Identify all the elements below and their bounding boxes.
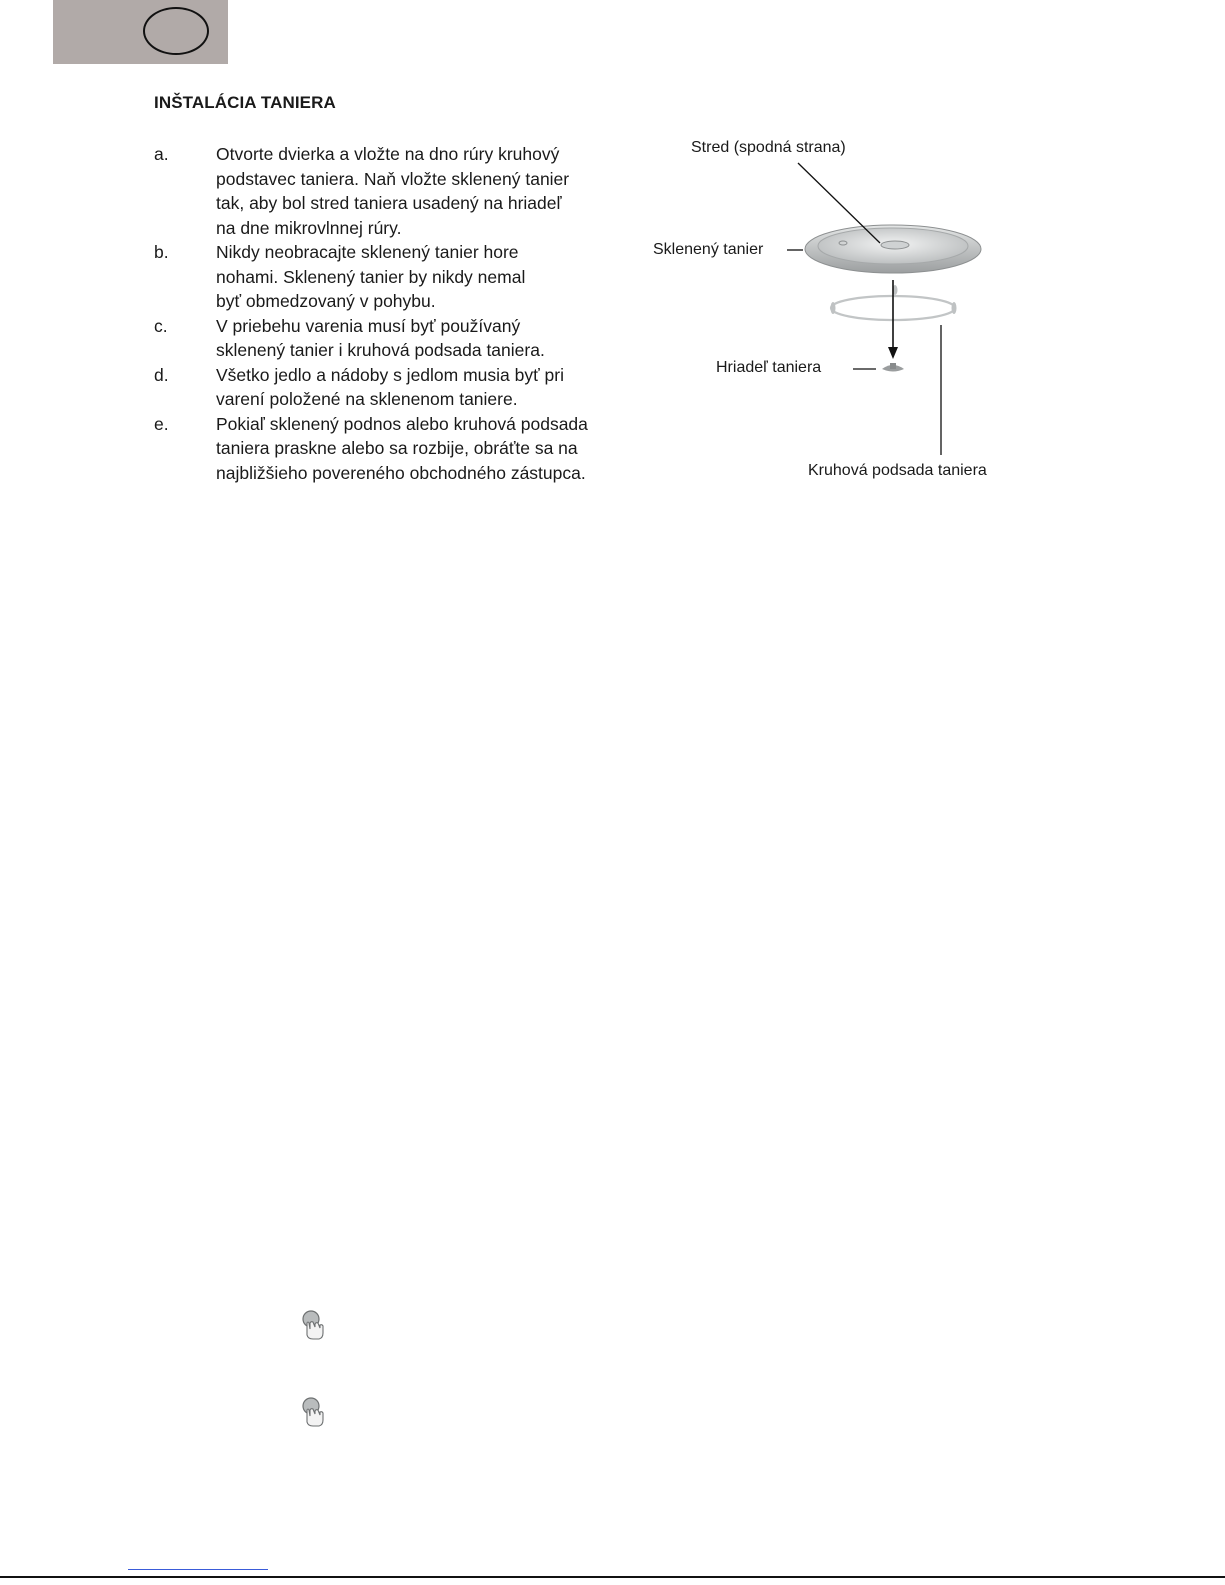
section-title: INŠTALÁCIA TANIERA <box>154 93 336 112</box>
step-c <box>154 314 664 363</box>
glass-plate <box>805 225 981 273</box>
turntable-shaft <box>882 363 904 372</box>
step-text: V priebehu varenia musí byť používaný sklenený tanier i kruhová podsada taniera. <box>216 315 545 360</box>
language-badge <box>53 0 228 64</box>
instruction-list <box>154 142 664 485</box>
step-text: Pokiaľ sklenený podnos alebo kruhová podsada taniera praskne alebo sa rozbije, obráťte sa na najbližšieho povereného obchodného zástupca. <box>216 413 588 483</box>
step-d <box>154 363 664 412</box>
hand-pointer-icon <box>299 1396 329 1428</box>
turntable-diagram <box>640 125 1060 505</box>
step-a <box>154 142 664 240</box>
footer-link-underline <box>128 1569 268 1570</box>
language-oval <box>143 7 209 55</box>
label-shaft: Hriadeľ taniera <box>716 359 822 376</box>
step-text: Všetko jedlo a nádoby s jedlom musia byť pri varení položené na sklenenom taniere. <box>216 364 564 409</box>
hand-pointer-icon <box>299 1309 329 1341</box>
step-b <box>154 240 664 314</box>
label-glass-plate: Sklenený tanier <box>653 241 764 258</box>
step-letter: b. <box>154 242 169 262</box>
footer-rule <box>0 1576 1225 1578</box>
label-center-bottom: Stred (spodná strana) <box>691 139 846 156</box>
step-letter: e. <box>154 413 169 434</box>
step-e <box>154 412 664 486</box>
step-text: Otvorte dvierka a vložte na dno rúry kruhový podstavec taniera. Naň vložte sklenený tanier tak, aby bol stred taniera usadený na hriadeľ na dne mikrovlnnej rúry. <box>216 144 570 238</box>
shaft-arrow-head <box>888 347 898 359</box>
label-roller-ring: Kruhová podsada taniera <box>808 462 987 479</box>
step-letter: c. <box>154 315 168 336</box>
step-letter: a. <box>154 144 169 164</box>
step-letter: d. <box>154 364 169 385</box>
turntable-illustration <box>640 125 1060 505</box>
step-text: Nikdy neobracajte sklenený tanier hore nohami. Sklenený tanier by nikdy nemal byť obmedzovaný v pohybu. <box>216 242 526 311</box>
